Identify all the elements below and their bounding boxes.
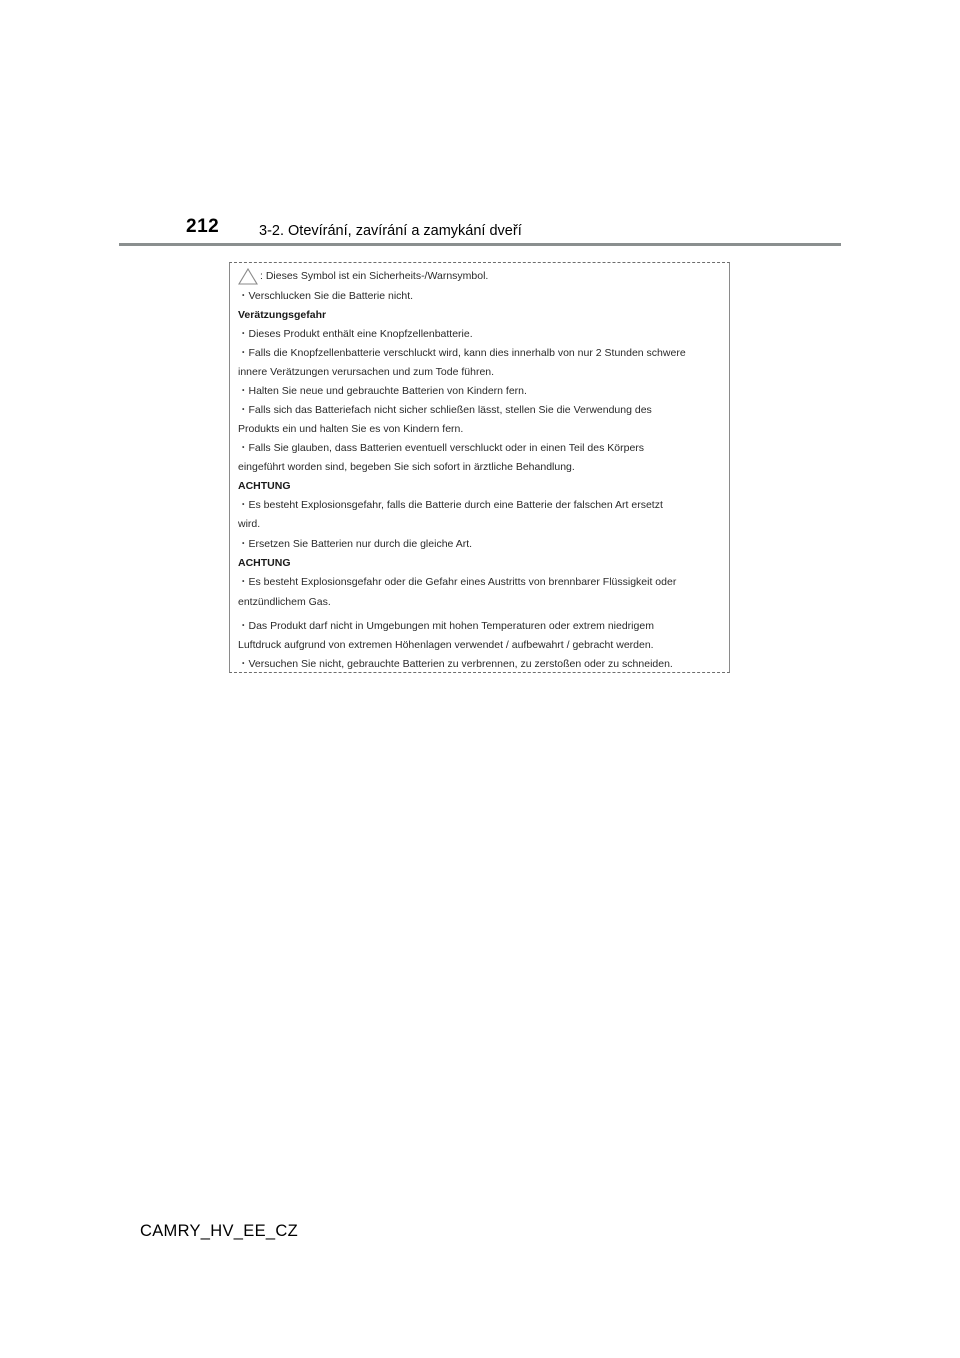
warning-triangle-icon — [238, 268, 260, 285]
page-number: 212 — [186, 216, 220, 237]
notice-line: wird. — [238, 518, 261, 530]
notice-line: ・Falls die Knopfzellenbatterie verschluckt wird, kann dies innerhalb von nur 2 Stunden schwere — [238, 347, 686, 359]
notice-line: eingeführt worden sind, begeben Sie sich sofort in ärztliche Behandlung. — [238, 461, 575, 473]
notice-line: Luftdruck aufgrund von extremen Höhenlagen verwendet / aufbewahrt / gebracht werden. — [238, 639, 654, 651]
warning-symbol-text: : Dieses Symbol ist ein Sicherheits-/Warnsymbol. — [260, 270, 489, 282]
notice-heading: ACHTUNG — [238, 480, 291, 492]
notice-line: entzündlichem Gas. — [238, 596, 331, 608]
notice-line: ・Es besteht Explosionsgefahr, falls die Batterie durch eine Batterie der falschen Art ersetzt — [238, 499, 663, 511]
notice-line: innere Verätzungen verursachen und zum Tode führen. — [238, 366, 495, 378]
header-divider — [119, 243, 841, 246]
notice-line: ・Versuchen Sie nicht, gebrauchte Batterien zu verbrennen, zu zerstoßen oder zu schneiden. — [238, 658, 673, 670]
model-code: CAMRY_HV_EE_CZ — [140, 1222, 298, 1240]
battery-warning-notice — [229, 262, 730, 673]
section-title: 3-2. Otevírání, zavírání a zamykání dveří — [259, 223, 522, 239]
notice-line: ・Verschlucken Sie die Batterie nicht. — [238, 290, 414, 302]
notice-line: Produkts ein und halten Sie es von Kindern fern. — [238, 423, 464, 435]
page-header — [0, 0, 960, 250]
notice-heading: Verätzungsgefahr — [238, 309, 327, 321]
notice-line: ・Halten Sie neue und gebrauchte Batterien von Kindern fern. — [238, 385, 527, 397]
notice-line: ・Ersetzen Sie Batterien nur durch die gleiche Art. — [238, 538, 473, 550]
notice-line: ・Das Produkt darf nicht in Umgebungen mit hohen Temperaturen oder extrem niedrigem — [238, 620, 654, 632]
notice-heading: ACHTUNG — [238, 557, 291, 569]
warning-symbol-line — [238, 265, 488, 287]
notice-line: ・Falls sich das Batteriefach nicht sicher schließen lässt, stellen Sie die Verwendung des — [238, 404, 652, 416]
notice-line: ・Es besteht Explosionsgefahr oder die Gefahr eines Austritts von brennbarer Flüssigkeit oder — [238, 576, 677, 588]
notice-line: ・Falls Sie glauben, dass Batterien eventuell verschluckt oder in einen Teil des Körpers — [238, 442, 645, 454]
notice-line: ・Dieses Produkt enthält eine Knopfzellenbatterie. — [238, 328, 473, 340]
